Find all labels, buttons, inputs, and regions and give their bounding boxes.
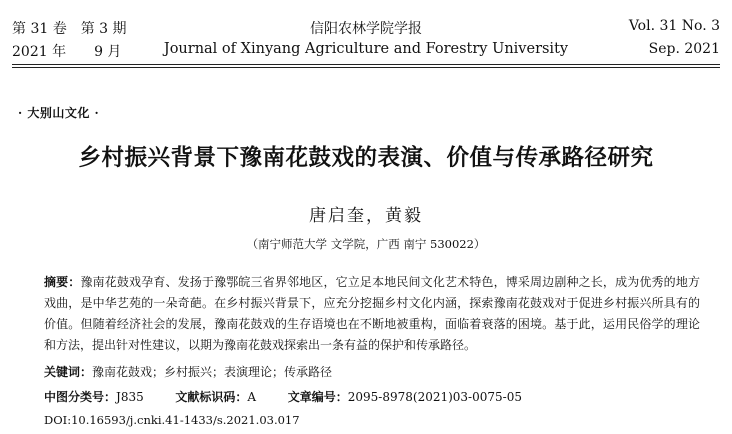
volume-issue-en: Vol. 31 No. 3 [628,18,720,34]
keywords [44,363,704,380]
volume-issue-cn: 第 31 卷 第 3 期 [12,21,127,37]
article-number-value: 2095-8978(2021)03-0075-05 [347,390,522,404]
journal-name-en: Journal of Xinyang Agriculture and Forestry University [163,41,569,57]
affiliation: （南宁师范大学 文学院，广西 南宁 530022） [246,237,486,251]
doi: DOI:10.16593/j.cnki.41-1433/s.2021.03.017 [44,413,300,427]
authors: 唐启奎，黄毅 [309,206,423,226]
abstract-text: 豫南花鼓戏孕育、发扬于豫鄂皖三省界邻地区，它立足本地民间文化艺术特色，博采周边剧种之长，成为优秀的地方戏曲，是中华艺苑的一朵奇葩。在乡村振兴背景下，应充分挖掘乡村文化内涵，探索豫南花鼓戏对于促进乡村振兴所具有的价值。但随着经济社会的发展，豫南花鼓戏的生存语境也在不断地被重构，面临着衰落的困境。基于此，运用民俗学的理论和方法，提出针对性建议，以期为豫南花鼓戏探索出一条有益的保护和传承路径。 [44,275,700,352]
abstract [44,272,700,356]
date-en: Sep. 2021 [648,41,720,57]
column-label: · 大别山文化 · [18,106,100,120]
clc-value: J835 [116,390,144,404]
header-rule-thin [12,67,720,68]
journal-name-cn: 信阳农林学院学报 [310,21,422,37]
header-rule-thick [12,64,720,65]
article-number-label: 文章编号： [287,390,348,404]
classification-line [44,388,704,405]
clc-label: 中图分类号： [44,390,117,404]
date-cn: 2021 年 9 月 [12,44,122,60]
abstract-label: 摘要： [44,275,81,289]
keywords-label: 关键词： [44,365,93,379]
keywords-text: 豫南花鼓戏；乡村振兴；表演理论；传承路径 [92,365,333,379]
article-title: 乡村振兴背景下豫南花鼓戏的表演、价值与传承路径研究 [78,145,654,171]
doc-code-label: 文献标识码： [175,390,248,404]
doc-code-value: A [247,390,257,404]
running-header [0,0,732,62]
